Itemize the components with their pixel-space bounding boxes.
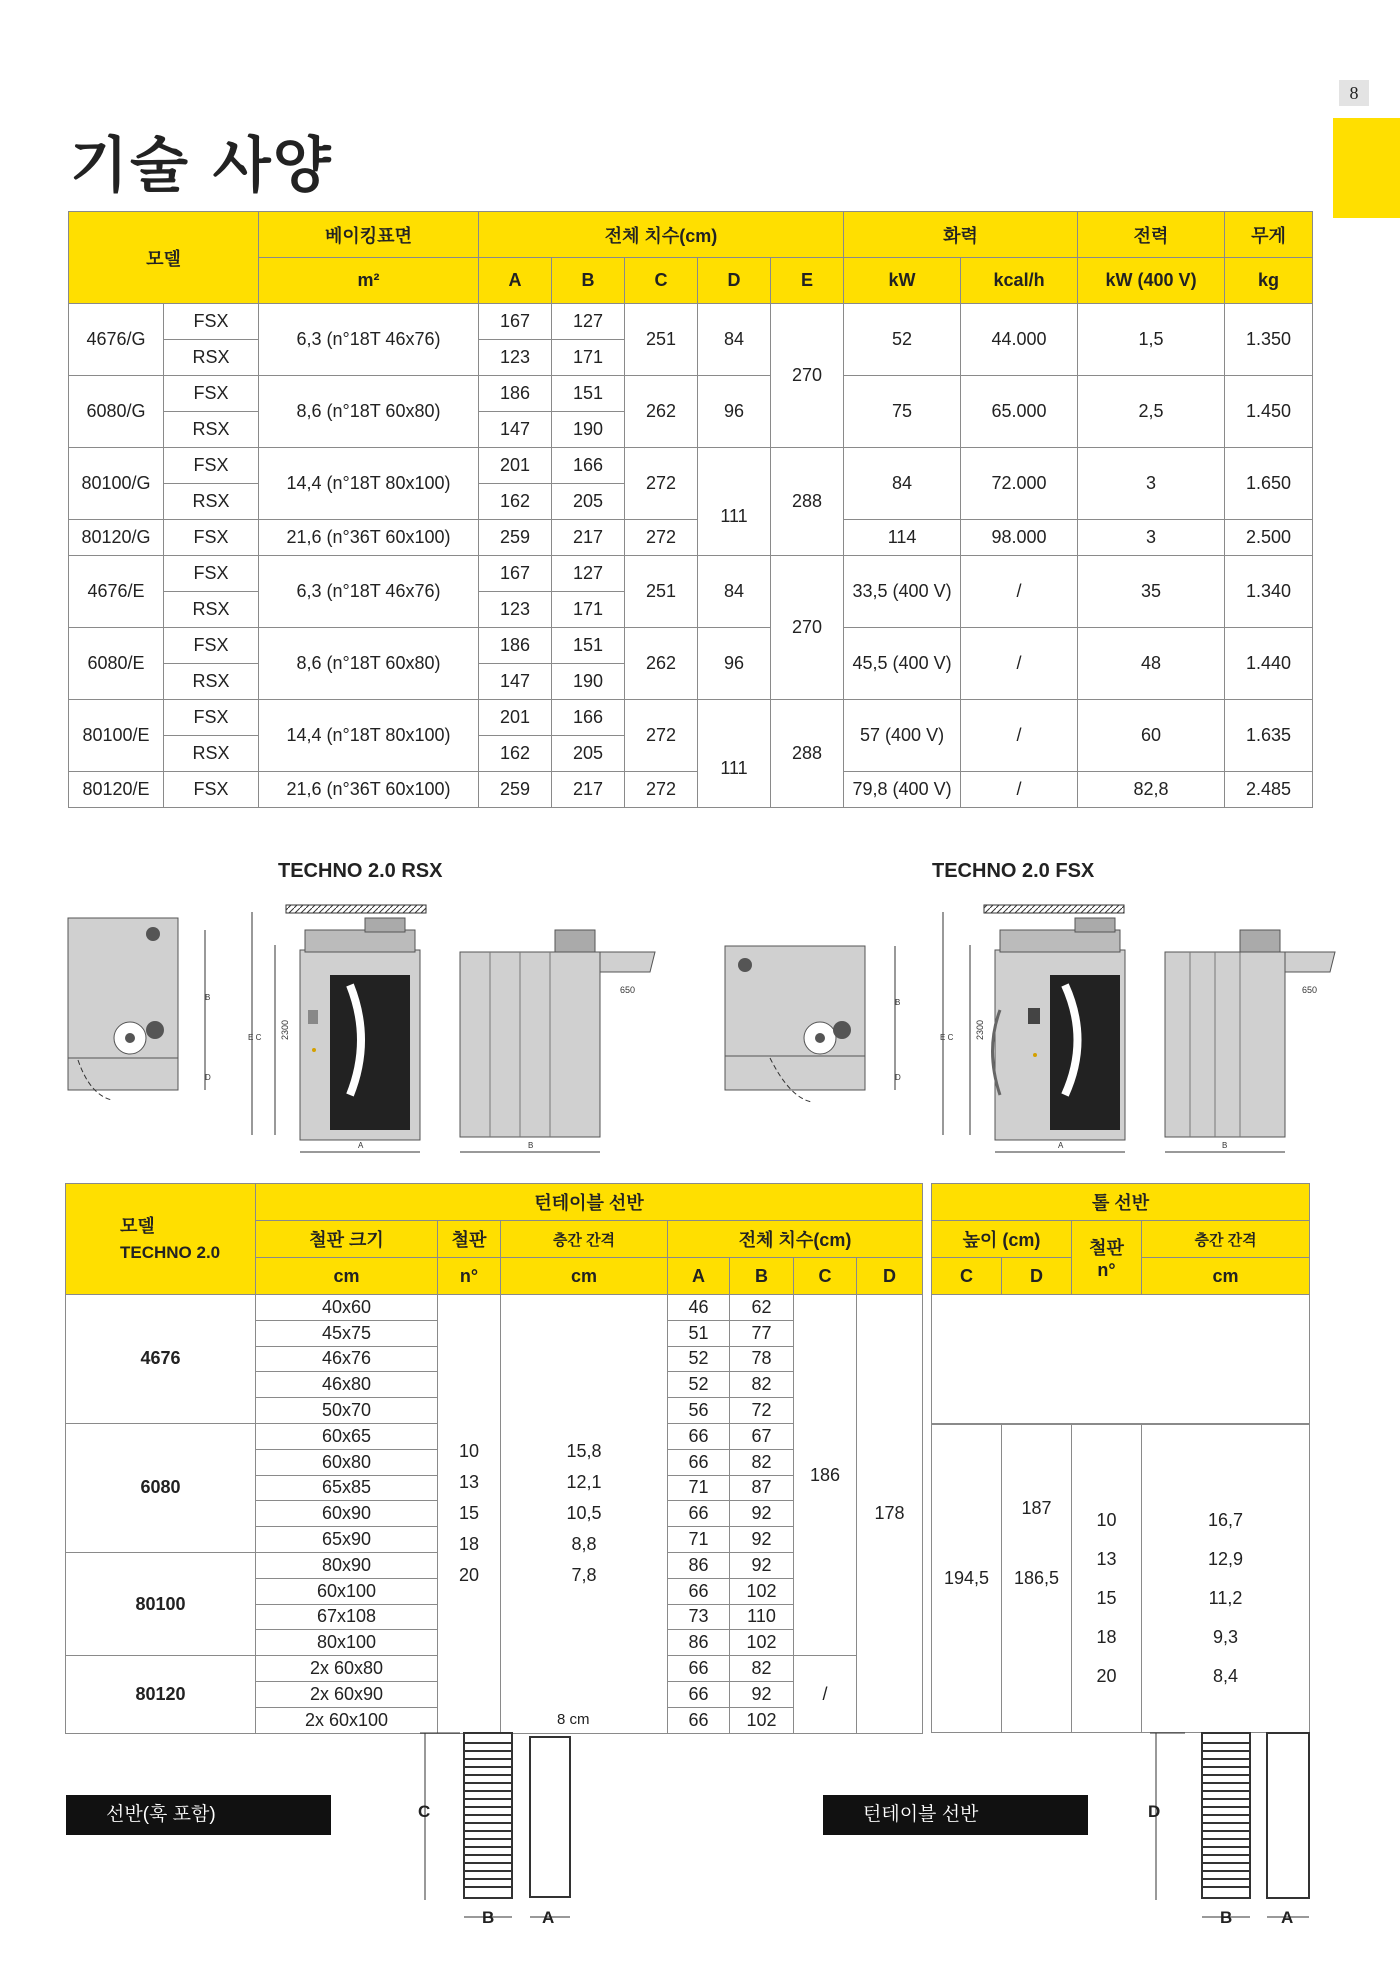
tall-tray-count: 15 <box>1096 1588 1117 1608</box>
tall-header-row-1 <box>932 1184 1310 1221</box>
dim-b-cell: 171 <box>552 592 625 628</box>
kcal-cell: / <box>961 628 1078 700</box>
spec-table <box>68 211 1313 808</box>
dim-a-cell: 66 <box>668 1656 730 1682</box>
dim-a-cell: 162 <box>479 484 552 520</box>
mark-c: C <box>418 1802 431 1821</box>
header-baking-unit: m² <box>259 258 479 304</box>
tall-tray-count: 10 <box>1096 1510 1117 1530</box>
mark-a: A <box>1281 1908 1294 1927</box>
dim-c-slash-cell: / <box>794 1656 857 1733</box>
dim-b-cell: 102 <box>730 1578 794 1604</box>
shelf-header-tray-size: 철판 크기 <box>256 1221 438 1258</box>
dim-b-cell: 67 <box>730 1423 794 1449</box>
shelf-header-spacing-unit: cm <box>501 1258 668 1295</box>
spacing-value: 12,1 <box>566 1472 602 1493</box>
weight-cell: 1.450 <box>1225 376 1313 448</box>
dim-b-cell: 166 <box>552 448 625 484</box>
shelf-model-cell: 80100 <box>66 1552 256 1655</box>
dim-c-cell: 251 <box>625 304 698 376</box>
kw-cell: 75 <box>844 376 961 448</box>
dim-b-cell: 110 <box>730 1604 794 1630</box>
dim-a-cell: 86 <box>668 1552 730 1578</box>
header-power: 전력 <box>1078 212 1225 258</box>
dim-a-cell: 162 <box>479 736 552 772</box>
tray-size-cell: 60x90 <box>256 1501 438 1527</box>
spacing-value: 8,8 <box>571 1534 597 1555</box>
table-row <box>69 520 1313 556</box>
label-650: 650 <box>620 985 636 995</box>
rsx-front-view <box>248 905 426 1152</box>
dim-b-cell: 166 <box>552 700 625 736</box>
dim-b-cell: 82 <box>730 1656 794 1682</box>
label-b: B <box>895 998 901 1007</box>
dim-b-cell: 205 <box>552 736 625 772</box>
kw-cell: 57 (400 V) <box>844 700 961 772</box>
label-b: B <box>528 1141 534 1150</box>
type-cell: RSX <box>164 412 259 448</box>
spec-header-row-1 <box>69 212 1313 258</box>
dim-a-cell: 71 <box>668 1527 730 1553</box>
tall-spacing-value: 11,2 <box>1208 1588 1243 1608</box>
dim-c-cell: 272 <box>625 520 698 556</box>
model-cell: 6080/G <box>69 376 164 448</box>
dim-c-cell: 262 <box>625 628 698 700</box>
label-b: B <box>1222 1141 1228 1150</box>
kcal-cell: 98.000 <box>961 520 1078 556</box>
dim-a-cell: 66 <box>668 1449 730 1475</box>
rsx-side-view <box>460 930 655 1152</box>
header-weight-unit: kg <box>1225 258 1313 304</box>
type-cell: FSX <box>164 772 259 808</box>
dim-a-cell: 123 <box>479 340 552 376</box>
type-cell: RSX <box>164 664 259 700</box>
label-d: D <box>205 1073 211 1082</box>
dim-a-cell: 201 <box>479 448 552 484</box>
dim-b-cell: 127 <box>552 556 625 592</box>
rsx-top-view <box>68 918 211 1100</box>
dim-e-cell: 288 <box>771 448 844 556</box>
type-cell: RSX <box>164 340 259 376</box>
shelf-table-body <box>66 1295 923 1734</box>
dim-a-cell: 46 <box>668 1295 730 1321</box>
kw-cell: 114 <box>844 520 961 556</box>
dim-d-cell: 96 <box>698 628 771 700</box>
dim-e-cell: 270 <box>771 556 844 700</box>
dim-a-cell: 51 <box>668 1320 730 1346</box>
kcal-cell: 44.000 <box>961 304 1078 376</box>
kw-cell: 79,8 (400 V) <box>844 772 961 808</box>
dim-b-cell: 127 <box>552 304 625 340</box>
tray-size-cell: 67x108 <box>256 1604 438 1630</box>
tall-spacing-value: 12,9 <box>1208 1549 1244 1569</box>
dim-b-cell: 205 <box>552 484 625 520</box>
rsx-diagram-title: TECHNO 2.0 RSX <box>278 860 443 882</box>
power-cell: 48 <box>1078 628 1225 700</box>
oven-diagrams <box>0 890 1400 1170</box>
shelf-model-sub: TECHNO 2.0 <box>120 1242 221 1262</box>
label-e-c: E C <box>940 1033 954 1042</box>
mark-a: A <box>542 1908 555 1927</box>
tall-tray-counts-cell <box>1072 1424 1142 1733</box>
dim-b-cell: 82 <box>730 1449 794 1475</box>
shelf-header-tray-no-unit: n° <box>438 1258 501 1295</box>
tall-empty-row <box>932 1295 1310 1425</box>
power-cell: 82,8 <box>1078 772 1225 808</box>
dim-d-cell: 178 <box>857 1295 923 1734</box>
tray-count: 20 <box>458 1565 480 1586</box>
tall-spacing-value: 16,7 <box>1208 1510 1244 1530</box>
shelf-header-tray-no: 철판 <box>438 1221 501 1258</box>
dim-b-cell: 62 <box>730 1295 794 1321</box>
weight-cell: 1.635 <box>1225 700 1313 772</box>
power-cell: 60 <box>1078 700 1225 772</box>
tall-tray-no-unit: n° <box>1097 1260 1116 1280</box>
spacing-cell <box>501 1295 668 1734</box>
label-a: A <box>358 1141 364 1150</box>
header-dim-d: D <box>698 258 771 304</box>
turntable-shelf-label: 턴테이블 선반 <box>823 1795 1088 1835</box>
tall-header-title: 톨 선반 <box>932 1184 1310 1221</box>
table-row <box>69 628 1313 664</box>
header-dim-b: B <box>552 258 625 304</box>
type-cell: FSX <box>164 448 259 484</box>
label-2300: 2300 <box>280 1019 290 1040</box>
shelf-header-d: D <box>857 1258 923 1295</box>
header-model: 모델 <box>69 212 259 304</box>
type-cell: FSX <box>164 304 259 340</box>
header-dim-e: E <box>771 258 844 304</box>
dim-c-cell: 272 <box>625 448 698 520</box>
shelf-header-spacing: 층간 간격 <box>501 1221 668 1258</box>
fsx-side-view <box>1165 930 1335 1152</box>
tray-size-cell: 50x70 <box>256 1398 438 1424</box>
tall-shelf-table <box>931 1183 1310 1733</box>
dim-d-cell: 96 <box>698 376 771 448</box>
tall-tray-count: 20 <box>1096 1666 1117 1686</box>
type-cell: FSX <box>164 628 259 664</box>
power-cell: 2,5 <box>1078 376 1225 448</box>
kcal-cell: / <box>961 556 1078 628</box>
page-number: 8 <box>1339 80 1369 106</box>
tray-size-cell: 2x 60x100 <box>256 1707 438 1733</box>
mark-b: B <box>1220 1908 1233 1927</box>
tray-size-cell: 45x75 <box>256 1320 438 1346</box>
dim-a-cell: 201 <box>479 700 552 736</box>
kw-cell: 45,5 (400 V) <box>844 628 961 700</box>
dim-b-cell: 87 <box>730 1475 794 1501</box>
kw-cell: 84 <box>844 448 961 520</box>
dim-d-cell: 84 <box>698 556 771 628</box>
power-cell: 3 <box>1078 520 1225 556</box>
yellow-tab-decoration <box>1333 118 1400 218</box>
tall-counts-list <box>1072 1461 1141 1696</box>
weight-cell: 1.340 <box>1225 556 1313 628</box>
tall-spacing-value: 9,3 <box>1213 1627 1239 1647</box>
dim-d-cell: 111 <box>698 448 771 556</box>
shelf-hook-label: 선반(훅 포함) <box>66 1795 331 1835</box>
type-cell: RSX <box>164 484 259 520</box>
weight-cell: 2.500 <box>1225 520 1313 556</box>
weight-cell: 1.350 <box>1225 304 1313 376</box>
tall-header-d: D <box>1002 1258 1072 1295</box>
fsx-top-view <box>725 946 901 1102</box>
shelf-model-cell: 6080 <box>66 1423 256 1552</box>
dim-b-cell: 190 <box>552 412 625 448</box>
dim-d-cell: 84 <box>698 304 771 376</box>
table-row <box>69 376 1313 412</box>
dim-b-cell: 82 <box>730 1372 794 1398</box>
dim-b-cell: 92 <box>730 1501 794 1527</box>
tray-count-cell <box>438 1295 501 1734</box>
header-dimensions: 전체 치수(cm) <box>479 212 844 258</box>
dim-a-cell: 52 <box>668 1346 730 1372</box>
area-cell: 21,6 (n°36T 60x100) <box>259 520 479 556</box>
kw-cell: 33,5 (400 V) <box>844 556 961 628</box>
header-kcal: kcal/h <box>961 258 1078 304</box>
power-cell: 3 <box>1078 448 1225 520</box>
dim-a-cell: 167 <box>479 556 552 592</box>
header-heat: 화력 <box>844 212 1078 258</box>
tall-tray-count: 13 <box>1096 1549 1117 1569</box>
tray-size-cell: 60x65 <box>256 1423 438 1449</box>
shelf-header-a: A <box>668 1258 730 1295</box>
tray-size-cell: 60x80 <box>256 1449 438 1475</box>
tray-size-cell: 80x90 <box>256 1552 438 1578</box>
table-row <box>66 1295 923 1321</box>
dim-b-cell: 92 <box>730 1552 794 1578</box>
dim-a-cell: 86 <box>668 1630 730 1656</box>
spacing-value: 15,8 <box>566 1441 602 1462</box>
table-row <box>69 304 1313 340</box>
dim-a-cell: 259 <box>479 520 552 556</box>
label-650: 650 <box>1302 985 1318 995</box>
tray-size-cell: 65x85 <box>256 1475 438 1501</box>
dim-b-cell: 77 <box>730 1320 794 1346</box>
tray-count: 13 <box>458 1472 480 1493</box>
type-cell: FSX <box>164 376 259 412</box>
shelf-header-tray-unit: cm <box>256 1258 438 1295</box>
tray-size-cell: 60x100 <box>256 1578 438 1604</box>
dim-a-cell: 259 <box>479 772 552 808</box>
label-b: B <box>205 993 211 1002</box>
table-row <box>69 556 1313 592</box>
label-d: D <box>895 1073 901 1082</box>
dim-a-cell: 66 <box>668 1578 730 1604</box>
model-cell: 80100/G <box>69 448 164 520</box>
type-cell: RSX <box>164 592 259 628</box>
dim-c-cell: 186 <box>794 1295 857 1656</box>
area-cell: 14,4 (n°18T 80x100) <box>259 700 479 772</box>
tall-header-row-2 <box>932 1221 1310 1258</box>
tall-tray-no-label: 철판 <box>1089 1238 1124 1258</box>
dim-e-cell: 270 <box>771 304 844 448</box>
dim-c-cell: 251 <box>625 556 698 628</box>
dim-a-cell: 66 <box>668 1681 730 1707</box>
dim-b-cell: 151 <box>552 628 625 664</box>
shelf-header-c: C <box>794 1258 857 1295</box>
dim-a-cell: 167 <box>479 304 552 340</box>
table-row <box>69 772 1313 808</box>
type-cell: FSX <box>164 520 259 556</box>
dim-b-cell: 171 <box>552 340 625 376</box>
weight-cell: 1.650 <box>1225 448 1313 520</box>
weight-cell: 1.440 <box>1225 628 1313 700</box>
tray-count: 18 <box>458 1534 480 1555</box>
power-cell: 1,5 <box>1078 304 1225 376</box>
tall-d-value: 186,5 <box>1013 1568 1060 1588</box>
dim-a-cell: 147 <box>479 412 552 448</box>
kcal-cell: 65.000 <box>961 376 1078 448</box>
tall-spacing-value: 8,4 <box>1213 1666 1239 1686</box>
dim-a-cell: 52 <box>668 1372 730 1398</box>
dim-a-cell: 71 <box>668 1475 730 1501</box>
tray-size-cell: 2x 60x90 <box>256 1681 438 1707</box>
header-power-unit: kW (400 V) <box>1078 258 1225 304</box>
kcal-cell: / <box>961 700 1078 772</box>
tall-empty-cell <box>932 1295 1310 1425</box>
dim-a-cell: 66 <box>668 1501 730 1527</box>
dim-c-cell: 262 <box>625 376 698 448</box>
label-e-c: E C <box>248 1033 262 1042</box>
shelf-model-cell: 80120 <box>66 1656 256 1733</box>
dim-d-cell: 111 <box>698 700 771 808</box>
tray-count: 15 <box>458 1503 480 1524</box>
spacing-value: 10,5 <box>566 1503 602 1524</box>
dim-b-cell: 78 <box>730 1346 794 1372</box>
tray-count: 10 <box>458 1441 480 1462</box>
kcal-cell: / <box>961 772 1078 808</box>
dim-a-cell: 186 <box>479 376 552 412</box>
tall-d-value-187: 187 <box>1021 1498 1052 1518</box>
dim-a-cell: 147 <box>479 664 552 700</box>
label-a: A <box>1058 1141 1064 1150</box>
kcal-cell: 72.000 <box>961 448 1078 520</box>
weight-cell: 2.485 <box>1225 772 1313 808</box>
header-dim-c: C <box>625 258 698 304</box>
dim-c-cell: 272 <box>625 700 698 772</box>
tray-size-cell: 40x60 <box>256 1295 438 1321</box>
dim-b-cell: 217 <box>552 772 625 808</box>
table-row <box>69 700 1313 736</box>
dim-b-cell: 102 <box>730 1630 794 1656</box>
dim-b-cell: 102 <box>730 1707 794 1733</box>
shelf-header-dims: 전체 치수(cm) <box>668 1221 923 1258</box>
model-cell: 4676/G <box>69 304 164 376</box>
area-cell: 6,3 (n°18T 46x76) <box>259 556 479 628</box>
dim-b-cell: 217 <box>552 520 625 556</box>
turntable-shelf-table <box>65 1183 923 1734</box>
tray-size-cell: 80x100 <box>256 1630 438 1656</box>
model-cell: 80100/E <box>69 700 164 772</box>
tall-spacings-list <box>1142 1461 1309 1696</box>
model-cell: 6080/E <box>69 628 164 700</box>
tall-header-spacing-unit: cm <box>1142 1258 1310 1295</box>
dim-a-cell: 73 <box>668 1604 730 1630</box>
dim-e-cell: 288 <box>771 700 844 808</box>
power-cell: 35 <box>1078 556 1225 628</box>
tall-header-height: 높이 (cm) <box>932 1221 1072 1258</box>
tall-c-cell: 194,5 <box>932 1424 1002 1733</box>
shelf-header-b: B <box>730 1258 794 1295</box>
area-cell: 14,4 (n°18T 80x100) <box>259 448 479 520</box>
shelf-header-model <box>66 1184 256 1295</box>
tall-header-spacing: 층간 간격 <box>1142 1221 1310 1258</box>
tall-header-c: C <box>932 1258 1002 1295</box>
shelf-rack-diagram-right <box>1140 1725 1340 1935</box>
header-dim-a: A <box>479 258 552 304</box>
shelf-model-cell: 4676 <box>66 1295 256 1424</box>
shelf-header-row-1 <box>66 1184 923 1221</box>
fsx-front-view <box>940 905 1125 1152</box>
label-2300: 2300 <box>975 1019 985 1040</box>
type-cell: FSX <box>164 700 259 736</box>
mark-d: D <box>1148 1802 1161 1821</box>
shelf-header-turntable: 턴테이블 선반 <box>256 1184 923 1221</box>
header-weight: 무게 <box>1225 212 1313 258</box>
mark-b: B <box>482 1908 495 1927</box>
shelf-rack-diagram-left <box>400 1725 600 1935</box>
tray-size-cell: 2x 60x80 <box>256 1656 438 1682</box>
dim-b-cell: 190 <box>552 664 625 700</box>
tall-spacings-cell <box>1142 1424 1310 1733</box>
spacing-value: 7,8 <box>571 1565 597 1586</box>
dim-a-cell: 66 <box>668 1707 730 1733</box>
gap-8cm-label: 8 cm <box>557 1711 590 1728</box>
type-cell: RSX <box>164 736 259 772</box>
model-cell: 80120/E <box>69 772 164 808</box>
kw-cell: 52 <box>844 304 961 376</box>
header-kw: kW <box>844 258 961 304</box>
table-row <box>69 448 1313 484</box>
dim-a-cell: 186 <box>479 628 552 664</box>
dim-c-cell: 272 <box>625 772 698 808</box>
dim-a-cell: 123 <box>479 592 552 628</box>
fsx-diagram-title: TECHNO 2.0 FSX <box>932 860 1095 882</box>
area-cell: 6,3 (n°18T 46x76) <box>259 304 479 376</box>
header-baking: 베이킹표면 <box>259 212 479 258</box>
area-cell: 8,6 (n°18T 60x80) <box>259 628 479 700</box>
tray-size-cell: 46x76 <box>256 1346 438 1372</box>
tall-d-cell <box>1002 1424 1072 1733</box>
dim-b-cell: 151 <box>552 376 625 412</box>
page-title: 기술 사양 <box>70 131 333 201</box>
tall-tray-count: 18 <box>1096 1627 1117 1647</box>
dim-b-cell: 92 <box>730 1681 794 1707</box>
type-cell: FSX <box>164 556 259 592</box>
dim-a-cell: 66 <box>668 1423 730 1449</box>
model-cell: 4676/E <box>69 556 164 628</box>
tray-size-cell: 46x80 <box>256 1372 438 1398</box>
tray-size-cell: 65x90 <box>256 1527 438 1553</box>
shelf-model-label: 모델 <box>120 1215 155 1236</box>
model-cell: 80120/G <box>69 520 164 556</box>
tall-header-tray-no <box>1072 1221 1142 1295</box>
area-cell: 21,6 (n°36T 60x100) <box>259 772 479 808</box>
dim-a-cell: 56 <box>668 1398 730 1424</box>
dim-b-cell: 92 <box>730 1527 794 1553</box>
area-cell: 8,6 (n°18T 60x80) <box>259 376 479 448</box>
tall-values-row <box>932 1424 1310 1733</box>
dim-b-cell: 72 <box>730 1398 794 1424</box>
